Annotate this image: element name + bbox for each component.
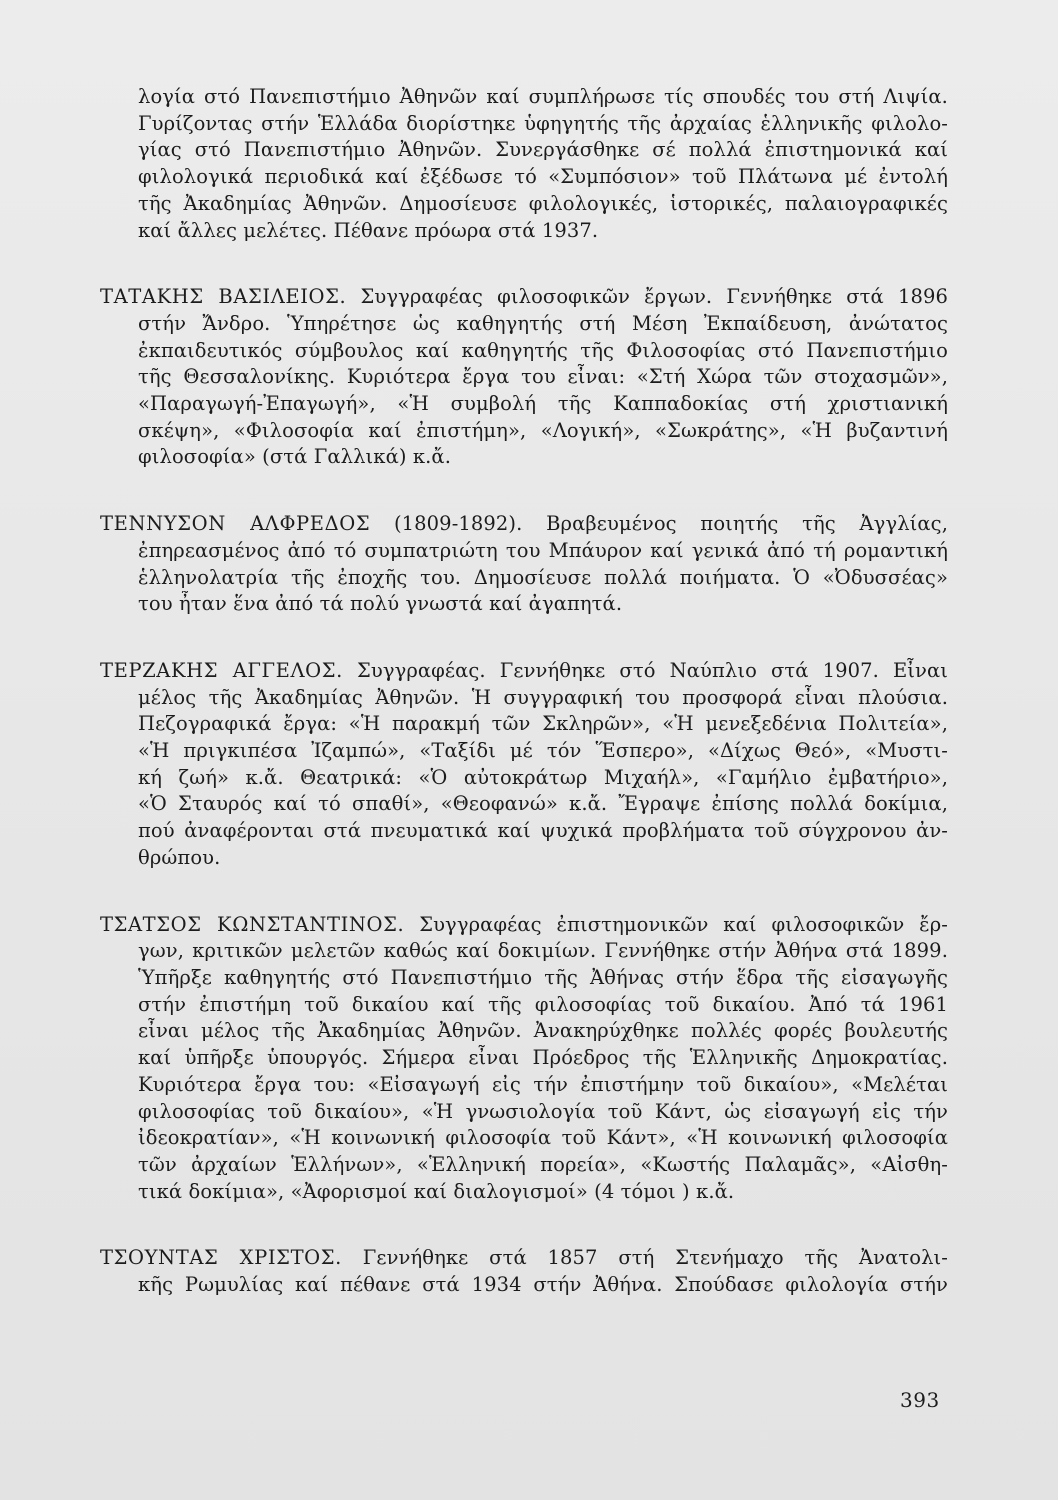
page-number: 393 — [900, 1388, 940, 1412]
entry-text: (1809-1892). Βραβευμένος ποιητής τῆς Ἀγγλίας, — [370, 512, 948, 536]
text-line: Ὑπῆρξε καθηγητής στό Πανεπιστήμιο τῆς Ἀθήνας στήν ἕδρα τῆς εἰσαγωγῆς — [138, 965, 948, 989]
entry-text: Συγγραφέας. Γεννήθηκε στό Ναύπλιο στά 1907. Εἶναι — [342, 658, 948, 682]
text-line: τικά δοκίμια», «Ἀφορισμοί καί διαλογισμοί» (4 τόμοι ) κ.ἄ. — [138, 1179, 735, 1203]
text-line: ἐκπαιδευτικός σύμβουλος καί καθηγητής τῆς Φιλοσοφίας στό Πανεπιστήμιο — [138, 338, 948, 362]
text-line: ἐπηρεασμένος ἀπό τό συμπατριώτη του Μπάυρον καί γενικά ἀπό τή ρομαντική — [138, 538, 948, 562]
entry-heading-line — [100, 1245, 948, 1272]
text-line: Πεζογραφικά ἔργα: «Ἡ παρακμή τῶν Σκληρῶν», «Ἡ μενεξεδένια Πολιτεία», — [138, 712, 948, 736]
entry-text: Γεννήθηκε στά 1857 στή Στενήμαχο τῆς Ἀνατολι- — [341, 1246, 948, 1270]
text-line: εἶναι μέλος τῆς Ἀκαδημίας Ἀθηνῶν. Ἀνακηρύχθηκε πολλές φορές βουλευτής — [138, 1019, 948, 1043]
entry-terzakis — [100, 658, 948, 872]
text-line: Γυρίζοντας στήν Ἑλλάδα διορίστηκε ὑφηγητής τῆς ἀρχαίας ἑλληνικῆς φιλολο- — [138, 111, 948, 135]
entry-tsountas — [100, 1245, 948, 1298]
text-line: κῆς Ρωμυλίας καί πέθανε στά 1934 στήν Ἀθήνα. Σπούδασε φιλολογία στήν — [138, 1273, 948, 1297]
text-line: γων, κριτικῶν μελετῶν καθώς καί δοκιμίων. Γεννήθηκε στήν Ἀθήνα στά 1899. — [138, 939, 948, 963]
entry-continuation — [100, 84, 948, 244]
text-line: τῆς Θεσσαλονίκης. Κυριότερα ἔργα του εἶναι: «Στή Χώρα τῶν στοχασμῶν», — [138, 365, 948, 389]
entry-heading-line — [100, 511, 948, 538]
text-line: στήν Ἄνδρο. Ὑπηρέτησε ὡς καθηγητής στή Μέση Ἐκπαίδευση, ἀνώτατος — [138, 311, 948, 335]
entry-heading-line — [100, 912, 948, 939]
entry-name: ΤΕΡΖΑΚΗΣ ΑΓΓΕΛΟΣ. — [100, 658, 343, 682]
text-line: του ἦταν ἕνα ἀπό τά πολύ γνωστά καί ἀγαπητά. — [138, 592, 623, 616]
text-line: πού ἀναφέρονται στά πνευματικά καί ψυχικά προβλήματα τοῦ σύγχρονου ἀν- — [138, 819, 948, 843]
text-line: ἑλληνολατρία τῆς ἐποχῆς του. Δημοσίευσε πολλά ποιήματα. Ὁ «Ὀδυσσέας» — [138, 565, 948, 589]
text-line: τῶν ἀρχαίων Ἑλλήνων», «Ἑλληνική πορεία», «Κωστής Παλαμᾶς», «Αἰσθη- — [138, 1152, 948, 1176]
entry-name: ΤΣΟΥΝΤΑΣ ΧΡΙΣΤΟΣ. — [100, 1246, 342, 1270]
text-line: «Ἡ πριγκιπέσα Ἰζαμπώ», «Ταξίδι μέ τόν Ἕσπερο», «Δίχως Θεό», «Μυστι- — [138, 739, 948, 763]
text-line: φιλολογικά περιοδικά καί ἐξέδωσε τό «Συμπόσιον» τοῦ Πλάτωνα μέ ἐντολή — [138, 165, 948, 189]
entry-name: ΤΑΤΑΚΗΣ ΒΑΣΙΛΕΙΟΣ. — [100, 285, 347, 309]
text-line: ἰδεοκρατίαν», «Ἡ κοινωνική φιλοσοφία τοῦ Κάντ», «Ἡ κοινωνική φιλοσοφία — [138, 1126, 948, 1150]
text-line: φιλοσοφίας τοῦ δικαίου», «Ἡ γνωσιολογία τοῦ Κάντ, ὡς εἰσαγωγή εἰς τήν — [138, 1099, 948, 1123]
page-text — [100, 84, 948, 1299]
entry-tatakis — [100, 284, 948, 471]
text-line: τῆς Ἀκαδημίας Ἀθηνῶν. Δημοσίευσε φιλολογικές, ἱστορικές, παλαιογραφικές — [138, 191, 948, 215]
entry-tsatsos — [100, 912, 948, 1206]
entry-tennyson — [100, 511, 948, 618]
text-line: «Παραγωγή-Ἐπαγωγή», «Ἡ συμβολή τῆς Καππαδοκίας στή χριστιανική — [138, 392, 948, 416]
text-line: θρώπου. — [138, 845, 221, 869]
entry-heading-line — [100, 658, 948, 685]
text-line: φιλοσοφία» (στά Γαλλικά) κ.ἄ. — [138, 445, 451, 469]
text-line: σκέψη», «Φιλοσοφία καί ἐπιστήμη», «Λογική», «Σωκράτης», «Ἡ βυζαντινή — [138, 418, 948, 442]
text-line: «Ὁ Σταυρός καί τό σπαθί», «Θεοφανώ» κ.ἄ. Ἔγραψε ἐπίσης πολλά δοκίμια, — [138, 792, 948, 816]
text-line: λογία στό Πανεπιστήμιο Ἀθηνῶν καί συμπλήρωσε τίς σπουδές του στή Λιψία. — [138, 85, 948, 108]
text-line: στήν ἐπιστήμη τοῦ δικαίου καί τῆς φιλοσοφίας τοῦ δικαίου. Ἀπό τά 1961 — [138, 992, 948, 1016]
text-line: καί ἄλλες μελέτες. Πέθανε πρόωρα στά 1937. — [138, 218, 599, 242]
entry-name: ΤΣΑΤΣΟΣ ΚΩΝΣΤΑΝΤΙΝΟΣ. — [100, 912, 405, 936]
entry-heading-line — [100, 284, 948, 311]
text-line: γίας στό Πανεπιστήμιο Ἀθηνῶν. Συνεργάσθηκε σέ πολλά ἐπιστημονικά καί — [138, 138, 948, 162]
text-line: μέλος τῆς Ἀκαδημίας Ἀθηνῶν. Ἡ συγγραφική του προσφορά εἶναι πλούσια. — [138, 685, 948, 709]
text-line: κή ζωή» κ.ἄ. Θεατρικά: «Ὁ αὐτοκράτωρ Μιχαήλ», «Γαμήλιο ἐμβατήριο», — [138, 765, 948, 789]
text-line: καί ὑπῆρξε ὑπουργός. Σήμερα εἶναι Πρόεδρος τῆς Ἑλληνικῆς Δημοκρατίας. — [138, 1046, 948, 1070]
text-line: Κυριότερα ἔργα του: «Εἰσαγωγή εἰς τήν ἐπιστήμην τοῦ δικαίου», «Μελέται — [138, 1072, 948, 1096]
entry-name: ΤΕΝΝΥΣΟΝ ΑΛΦΡΕΔΟΣ — [100, 512, 371, 536]
entry-text: Συγγραφέας φιλοσοφικῶν ἔργων. Γεννήθηκε στά 1896 — [346, 285, 948, 309]
entry-text: Συγγραφέας ἐπιστημονικῶν καί φιλοσοφικῶν ἔρ- — [404, 912, 948, 936]
